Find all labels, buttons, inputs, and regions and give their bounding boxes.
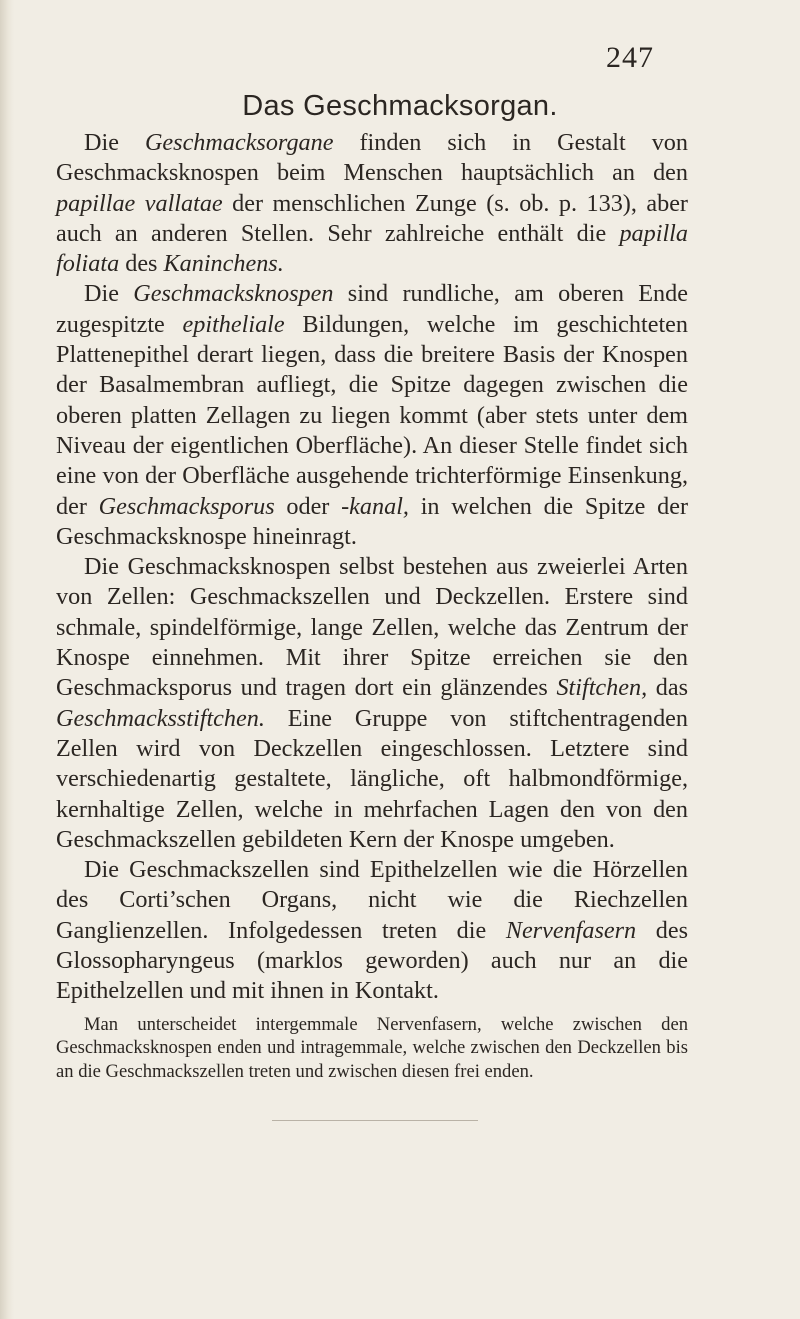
italic-term: Geschmacksorgane xyxy=(144,129,334,156)
italic-term: Kaninchens. xyxy=(163,250,284,278)
paragraph-geschmackszellen xyxy=(56,855,688,1006)
italic-term: Stiftchen, xyxy=(556,674,648,702)
page-edge-shadow xyxy=(0,0,14,1319)
closing-rule xyxy=(272,1120,478,1121)
text-run: Die xyxy=(84,129,145,156)
text-run: Die Geschmacksknospen selbst bestehen aus zweierlei Arten von Zellen: Geschmackszellen und Deckzellen. Erstere sind schmale, spindelförmige, lange Zellen, welche das Zentrum der Knospe einnehmen. Mit ihrer Spitze erreichen sie den Geschmacksporus und tragen dort ein glänzendes xyxy=(56,553,688,702)
italic-term: -kanal, xyxy=(341,492,409,520)
paragraph-geschmacksorgane xyxy=(56,128,688,279)
text-run: Man unterscheidet intergemmale Nervenfasern, welche zwischen den Geschmacksknospen enden und intragemmale, welche zwischen den Deckzellen bis an die Geschmackszellen treten und zwischen diesen frei enden. xyxy=(56,1013,688,1082)
italic-term: Geschmacksknospen xyxy=(133,280,334,308)
text-run: das xyxy=(647,674,688,702)
section-title: Das Geschmacksorgan. xyxy=(242,90,558,122)
text-run: der menschlichen Zunge (s. ob. p. 133), aber auch an anderen Stellen. Sehr zahlreiche enthält die xyxy=(56,189,688,247)
italic-term: Nervenfasern xyxy=(505,916,637,944)
paragraph-geschmacksknospen xyxy=(56,279,688,552)
italic-term: papilla foliata xyxy=(56,219,688,278)
italic-term: epitheliale xyxy=(182,310,285,338)
italic-term: Geschmacksstiftchen. xyxy=(56,704,265,732)
text-run: Die Geschmackszellen sind Epithelzellen wie die Hörzellen des Corti’schen Organs, nicht wie die Riechzellen Ganglienzellen. Infolgedessen treten die xyxy=(56,856,688,944)
text-run: finden sich in Gestalt von Geschmacksknospen beim Menschen hauptsächlich an den xyxy=(56,129,688,187)
page-number: 247 xyxy=(606,41,654,74)
paragraph-zellarten xyxy=(56,552,688,855)
text-run: des Glossopharyngeus (marklos geworden) auch nur an die Epithelzellen und mit ihnen in Kontakt. xyxy=(56,916,688,1005)
text-run: des xyxy=(119,250,164,278)
text-run: Die xyxy=(84,280,134,308)
text-run: in welchen die Spitze der Geschmacksknospe hineinragt. xyxy=(56,492,688,550)
text-run: Eine Gruppe von stiftchentragenden Zellen wird von Deckzellen eingeschlossen. Letztere sind verschiedenartig gestaltete, längliche, oft halbmondförmige, kernhaltige Zellen, welche in mehrfachen Lagen den von den Geschmackszellen gebildeten Kern der Knospe umgeben. xyxy=(56,704,688,853)
paragraph-nervenfasern-note xyxy=(56,1013,688,1084)
italic-term: Geschmacksporus xyxy=(98,492,275,520)
body-text xyxy=(56,128,688,1083)
text-run: Bildungen, welche im geschichteten Plattenepithel derart liegen, dass die breitere Basis der Knospen der Basalmembran aufliegt, die Spitze dagegen zwischen die oberen platten Zellagen zu liegen kommt (aber stets unter dem Niveau der eigentlichen Oberfläche). An dieser Stelle findet sich eine von der Oberfläche ausgehende trichterförmige Einsenkung, der xyxy=(56,310,688,520)
text-run: oder xyxy=(274,492,342,520)
text-run: sind rundliche, am oberen Ende zugespitzte xyxy=(56,280,688,338)
italic-term: papillae vallatae xyxy=(56,189,223,217)
